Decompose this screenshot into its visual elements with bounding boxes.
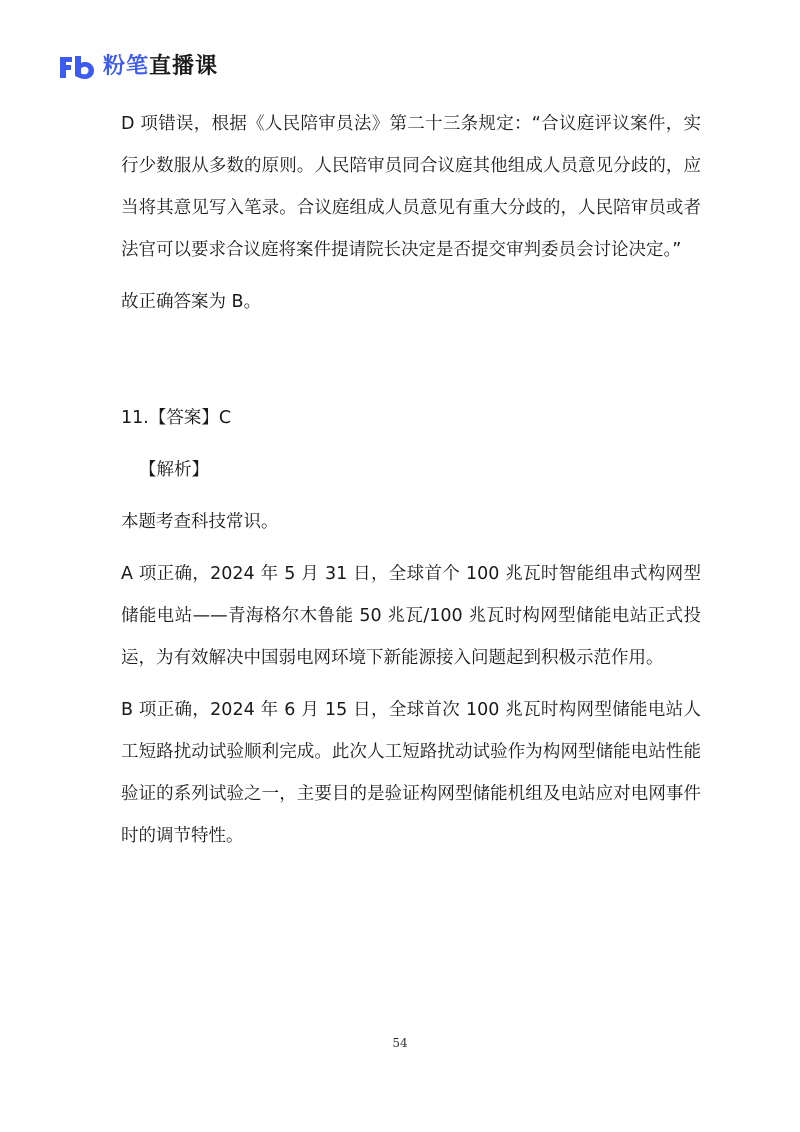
question-11-answer: 11.【答案】C xyxy=(121,408,232,428)
brand-name: 粉笔 xyxy=(103,54,150,79)
paragraph-topic: 本题考查科技常识。 xyxy=(121,512,279,532)
page-number: 54 xyxy=(392,1036,408,1050)
paragraph-b-option-explanation: B 项正确，2024 年 6 月 15 日，全球首次 100 兆瓦时构网型储能电站人工短路扰动试验顺利完成。此次人工短路扰动试验作为构网型储能电站性能验证的系列试验之一，主要目的是验证构网型储能机组及电站应对电网事件时的调节特性。 xyxy=(121,700,701,846)
brand-suffix: 直播课 xyxy=(149,54,219,79)
fb-logo-icon xyxy=(57,53,97,81)
paragraph-d-option-explanation: D 项错误，根据《人民陪审员法》第二十三条规定：“合议庭评议案件，实行少数服从多数的原则。人民陪审员同合议庭其他组成人员意见分歧的，应当将其意见写入笔录。合议庭组成人员意见有重大分歧的，人民陪审员或者法官可以要求合议庭将案件提请院长决定是否提交审判委员会讨论决定。” xyxy=(121,114,701,260)
analysis-heading: 【解析】 xyxy=(139,460,209,480)
paragraph-correct-answer: 故正确答案为 B。 xyxy=(121,292,262,312)
paragraph-a-option-explanation: A 项正确，2024 年 5 月 31 日，全球首个 100 兆瓦时智能组串式构网型储能电站——青海格尔木鲁能 50 兆瓦/100 兆瓦时构网型储能电站正式投运，为有效解决中国弱电网环境下新能源接入问题起到积极示范作用。 xyxy=(121,564,701,668)
header xyxy=(57,52,218,82)
document-body xyxy=(121,103,701,857)
brand-logo-text xyxy=(103,53,218,81)
